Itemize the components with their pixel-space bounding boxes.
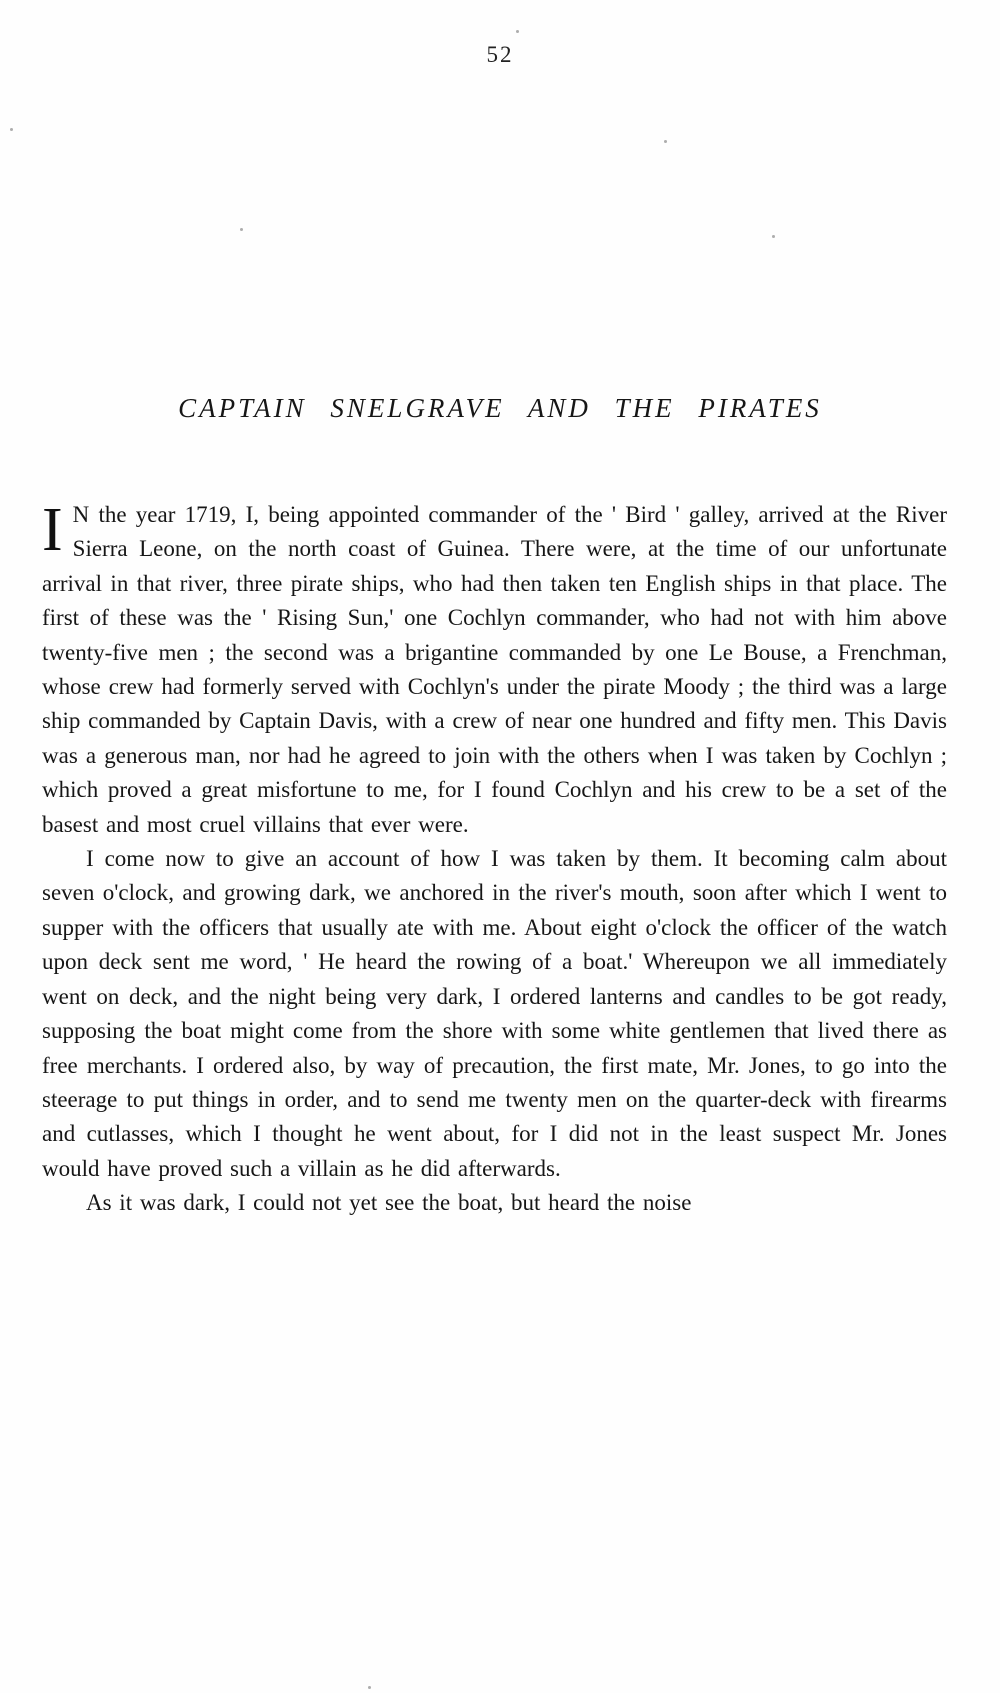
scan-speck bbox=[664, 140, 667, 143]
paragraph: I come now to give an account of how I was taken by them. It becoming calm about seven o'clock, and growing dark, we anchored in the river's mouth, soon after which I went to supper with the officers that usually ate with me. About eight o'clock the officer of the watch upon deck sent me word, ' He heard the rowing of a boat.' Whereupon we all immediately went on deck, and the night being very dark, I ordered lanterns and candles to be got ready, supposing the boat might come from the shore with some white gentlemen that lived there as free merchants. I ordered also, by way of precaution, the first mate, Mr. Jones, to go into the steerage to put things in order, and to send me twenty men on the quarter-deck with firearms and cutlasses, which I thought he went about, for I did not in the least suspect Mr. Jones would have proved such a villain as he did afterwards. bbox=[42, 846, 947, 1181]
body-text bbox=[42, 498, 947, 1221]
paragraph-opening bbox=[42, 498, 947, 842]
scan-speck bbox=[772, 235, 775, 238]
paragraph-text: N the year 1719, I, being appointed commander of the ' Bird ' galley, arrived at the River Sierra Leone, on the north coast of Guinea. There were, at the time of our unfortunate arrival in that river, three pirate ships, who had then taken ten English ships in that place. The first of these was the ' Rising Sun,' one Cochlyn commander, who had not with him above twenty-five men ; the second was a brigantine commanded by one Le Bouse, a Frenchman, whose crew had formerly served with Cochlyn's under the pirate Moody ; the third was a large ship commanded by Captain Davis, with a crew of near one hundred and fifty men. This Davis was a generous man, nor had he agreed to join with the others when I was taken by Cochlyn ; which proved a great misfortune to me, for I found Cochlyn and his crew to be a set of the basest and most cruel villains that ever were. bbox=[42, 502, 947, 837]
drop-cap: I bbox=[42, 496, 63, 564]
paragraph: As it was dark, I could not yet see the boat, but heard the noise bbox=[86, 1190, 692, 1216]
scan-speck bbox=[10, 128, 13, 131]
scan-speck bbox=[516, 30, 519, 33]
scan-speck bbox=[240, 228, 243, 231]
chapter-title: CAPTAIN SNELGRAVE AND THE PIRATES bbox=[178, 393, 822, 423]
page-number: 52 bbox=[486, 42, 514, 67]
scan-speck bbox=[368, 1686, 371, 1689]
